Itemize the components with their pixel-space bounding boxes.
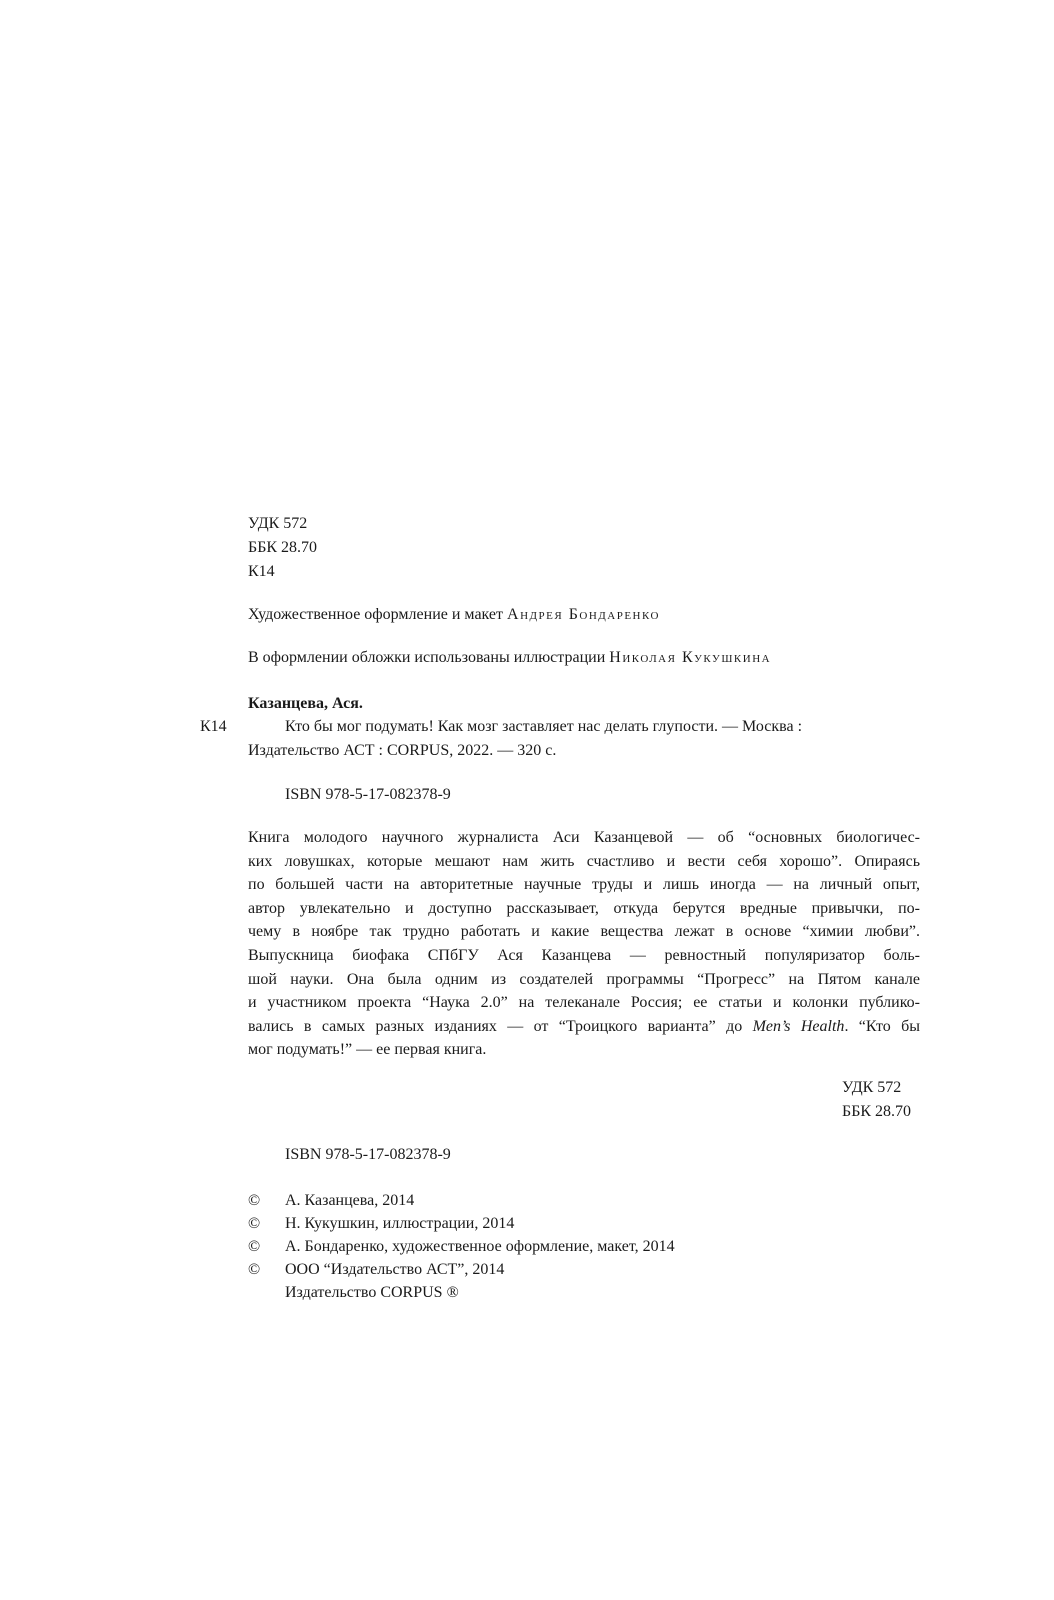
- bbk-code: ББК 28.70: [842, 1103, 912, 1120]
- classification-codes-bottom: [842, 1076, 911, 1124]
- annotation-text: . “Кто бы: [844, 1017, 921, 1035]
- copyright-sign: ©: [248, 1215, 261, 1232]
- copyright-sign: ©: [248, 1238, 261, 1255]
- cover-credit: [248, 646, 920, 670]
- design-credit-name: Андрея Бондаренко: [507, 606, 661, 623]
- copyright-row: [248, 1258, 920, 1281]
- annotation-line: Книга молодого научного журналиста Аси Казанцевой — об “основных биологичес-: [248, 829, 920, 846]
- author-mark: К14: [248, 563, 275, 580]
- annotation-line: и участником проекта “Наука 2.0” на телеканале Россия; ее статьи и колонки публико-: [248, 994, 920, 1012]
- design-credit: [248, 603, 920, 627]
- catalog-isbn: ISBN 978-5-17-082378-9: [285, 786, 451, 803]
- copyright-text: А. Казанцева, 2014: [285, 1192, 415, 1209]
- copyright-sign: ©: [248, 1192, 261, 1209]
- annotation-line: ких ловушках, которые мешают нам жить счастливо и вести себя хорошо”. Опираясь: [248, 852, 920, 870]
- magazine-title: Men’s Health: [752, 1017, 845, 1035]
- annotation-line: шой науки. Она была одним из создателей программы “Прогресс” на Пятом канале: [248, 970, 920, 988]
- design-credit-prefix: Художественное оформление и макет: [248, 606, 504, 623]
- bbk-code: ББК 28.70: [248, 539, 318, 556]
- cover-credit-prefix: В оформлении обложки использованы иллюстрации: [248, 649, 606, 666]
- annotation-line: мог подумать!” — ее первая книга.: [248, 1041, 487, 1059]
- annotation-text: вались в самых разных изданиях — от “Троицкого варианта” до: [248, 1017, 743, 1035]
- catalog-title-line: Издательство АСТ : CORPUS, 2022. — 320 с.: [248, 742, 557, 759]
- catalog-author: Казанцева, Ася.: [248, 695, 363, 712]
- copyright-text: ООО “Издательство АСТ”, 2014: [285, 1261, 505, 1278]
- catalog-mark: К14: [200, 718, 227, 735]
- annotation: [248, 826, 920, 1062]
- catalog-title: [248, 715, 920, 763]
- catalog-title-line: Кто бы мог подумать! Как мозг заставляет нас делать глупости. — Москва :: [285, 718, 803, 735]
- copyright-row: [248, 1212, 920, 1235]
- cover-credit-name: Николая Кукушкина: [609, 649, 772, 666]
- annotation-line: чему в ноябре так трудно работать и какие вещества лежат в основе “химии любви”.: [248, 923, 920, 941]
- udk-code: УДК 572: [842, 1079, 902, 1096]
- copyright-row: [248, 1281, 920, 1304]
- udk-code: УДК 572: [248, 515, 308, 532]
- copyright-row: [248, 1189, 920, 1212]
- copyright-text: Н. Кукушкин, иллюстрации, 2014: [285, 1215, 515, 1232]
- classification-codes: [248, 512, 920, 584]
- annotation-line: автор увлекательно и доступно рассказывает, откуда берутся вредные привычки, по-: [248, 899, 920, 917]
- isbn: ISBN 978-5-17-082378-9: [285, 1146, 451, 1163]
- copyright-row: [248, 1235, 920, 1258]
- copyright-list: [248, 1189, 920, 1304]
- annotation-line: по большей части на авторитетные научные труды и лишь иногда — на личный опыт,: [248, 876, 920, 894]
- copyright-sign: ©: [248, 1261, 261, 1278]
- copyright-text: Издательство CORPUS ®: [285, 1284, 459, 1301]
- annotation-line: Выпускница биофака СПбГУ Ася Казанцева — ревностный популяризатор боль-: [248, 946, 920, 964]
- copyright-text: А. Бондаренко, художественное оформление, макет, 2014: [285, 1238, 675, 1255]
- annotation-line: [248, 1015, 920, 1039]
